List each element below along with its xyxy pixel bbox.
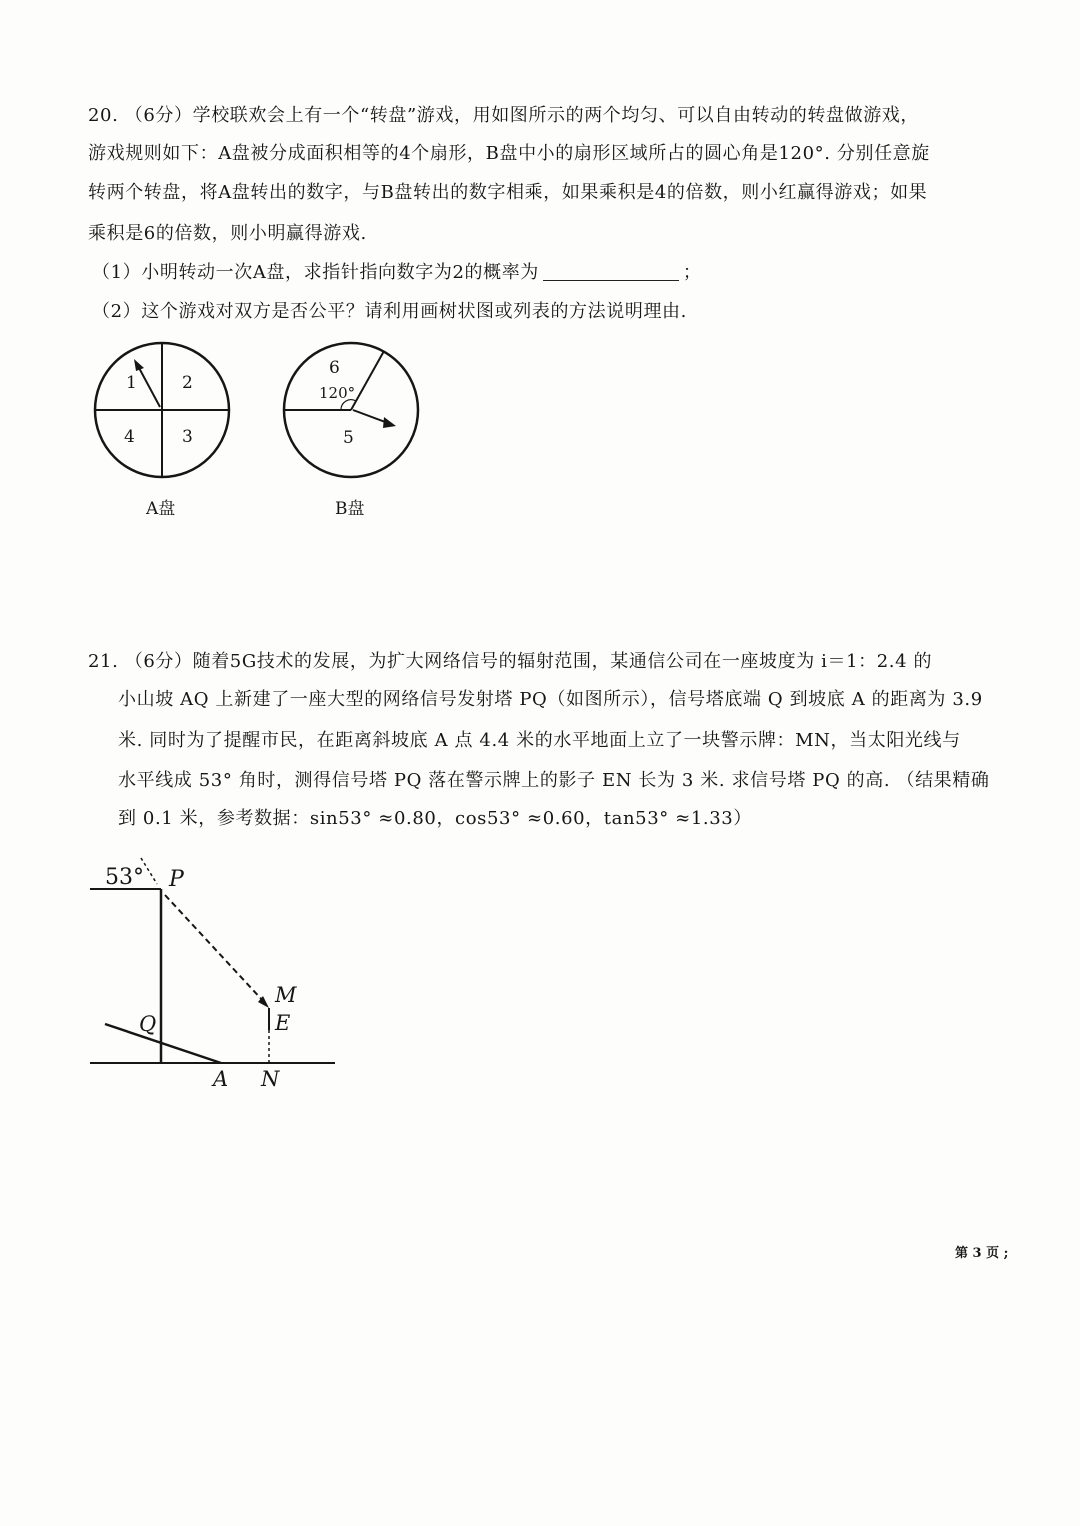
disk-a-figure [90,338,235,483]
disk-a-pointer [138,366,160,407]
point-e-label: E [275,1011,291,1035]
disk-b-sector-6: 6 [329,358,340,378]
q20-line-1: 20. （6分）学校联欢会上有一个“转盘”游戏，用如图所示的两个均匀、可以自由转动的转盘做游戏， [88,105,919,126]
q20-line-2: 游戏规则如下：A盘被分成面积相等的4个扇形，B盘中小的扇形区域所占的圆心角是120°. 分别任意旋 [88,143,930,164]
q20-subquestion-1 [92,260,702,286]
sun-ray-shadow [165,895,265,1003]
disk-b-angle-label: 120° [319,384,356,402]
disk-b-pointer-arrowhead [383,417,396,428]
angle-53-label: 53° [105,865,144,890]
q20-subquestion-2: （2）这个游戏对双方是否公平？请利用画树状图或列表的方法说明理由. [92,301,687,322]
point-q-label: Q [139,1012,157,1036]
disk-a-sector-3: 3 [182,427,193,447]
q20-line-3: 转两个转盘，将A盘转出的数字，与B盘转出的数字相乘，如果乘积是4的倍数，则小红赢得游戏；如果 [88,182,928,203]
tower-figure [85,850,345,1095]
q21-line-2: 小山坡 AQ 上新建了一座大型的网络信号发射塔 PQ（如图所示），信号塔底端 Q 到坡底 A 的距离为 3.9 [118,689,983,710]
q20-line-4: 乘积是6的倍数，则小明赢得游戏. [88,223,367,244]
page-number: 第 3 页 ; [955,1246,1009,1261]
disk-b-sector-5: 5 [343,428,354,448]
q21-line-4: 水平线成 53° 角时，测得信号塔 PQ 落在警示牌上的影子 EN 长为 3 米. 求信号塔 PQ 的高. （结果精确 [118,770,990,791]
disk-a-label: A盘 [146,499,176,519]
point-p-label: P [169,867,184,892]
q20-sub1-suffix: ； [682,262,702,283]
q21-line-3: 米. 同时为了提醒市民，在距离斜坡底 A 点 4.4 米的水平地面上立了一块警示牌：MN，当太阳光线与 [118,730,961,751]
point-n-label: N [261,1067,280,1091]
disk-a-pointer-arrowhead [134,359,144,371]
q21-line-5: 到 0.1 米，参考数据：sin53° ≈0.80，cos53° ≈0.60，tan53° ≈1.33） [118,808,752,829]
disk-a-sector-1: 1 [126,373,137,393]
disk-b-figure [279,338,424,483]
disk-b-radius-upper [351,351,384,410]
disk-a-sector-2: 2 [182,373,193,393]
disk-b-pointer [353,410,388,423]
disk-b-label: B盘 [335,499,365,519]
slope-aq [105,1024,221,1063]
answer-blank [543,262,679,281]
q20-sub1-text: （1）小明转动一次A盘，求指针指向数字为2的概率为 [92,262,539,283]
sun-ray-arrowhead [258,996,269,1008]
point-a-label: A [213,1067,229,1091]
q21-line-1: 21. （6分）随着5G技术的发展，为扩大网络信号的辐射范围，某通信公司在一座坡度为 i＝1：2.4 的 [88,651,933,672]
point-m-label: M [275,983,297,1007]
disk-a-sector-4: 4 [124,427,135,447]
